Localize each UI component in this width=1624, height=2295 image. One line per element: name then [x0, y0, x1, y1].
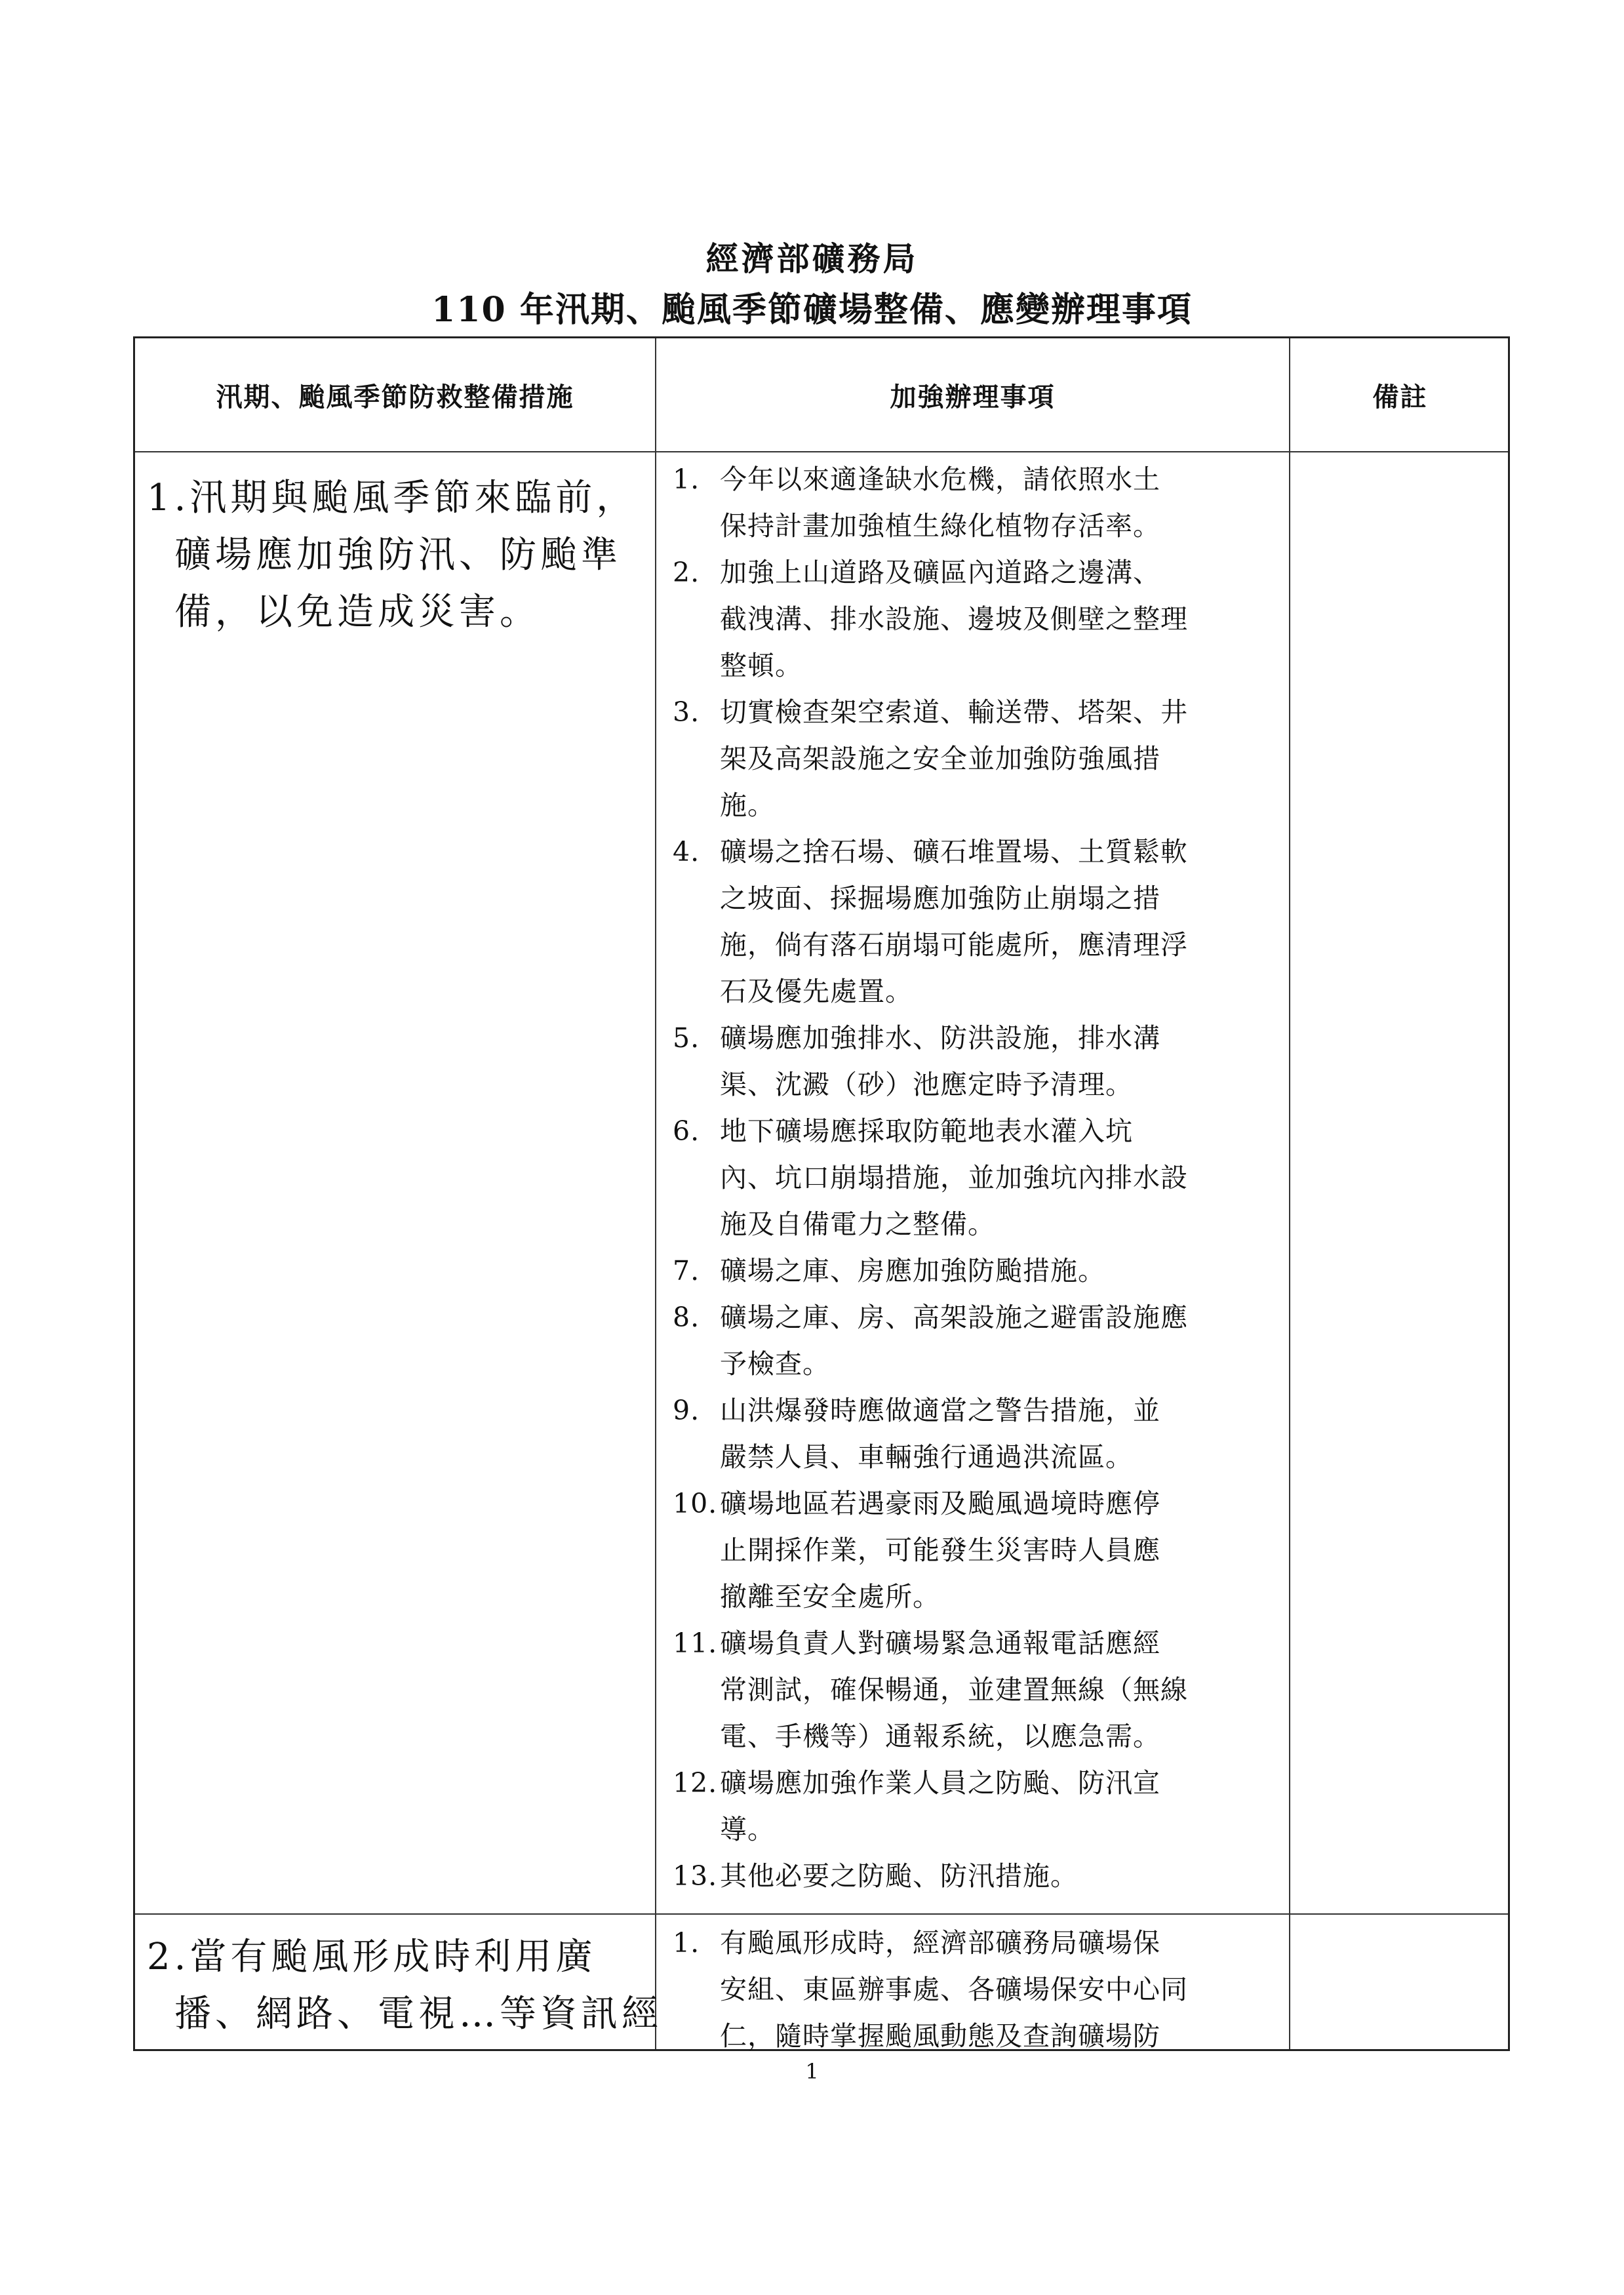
item-line: 保持計畫加強植生綠化植物存活率。: [720, 510, 1160, 542]
item-number: 12.: [673, 1767, 718, 1799]
item-number: 1.: [673, 1927, 700, 1959]
item-line: 山洪爆發時應做適當之警告措施，並: [720, 1395, 1160, 1426]
item-line: 礦場地區若遇豪雨及颱風過境時應停: [720, 1488, 1160, 1519]
item-line: 石及優先處置。: [720, 976, 913, 1007]
measure-line: 1.汛期與颱風季節來臨前，: [147, 477, 637, 519]
action-item: [673, 1760, 1282, 1853]
column-divider: [1289, 338, 1290, 2049]
item-line: 嚴禁人員、車輛強行通過洪流區。: [720, 1441, 1133, 1473]
item-line: 施及自備電力之整備。: [720, 1208, 995, 1240]
item-line: 有颱風形成時，經濟部礦務局礦場保: [720, 1927, 1160, 1959]
item-line: 今年以來適逢缺水危機，請依照水土: [720, 464, 1160, 495]
action-item: [673, 689, 1282, 829]
item-line: 施，倘有落石崩塌可能處所，應清理浮: [720, 929, 1188, 961]
column-header-remarks: 備註: [1372, 381, 1428, 412]
item-number: 4.: [673, 836, 700, 868]
column-header-measures: 汛期、颱風季節防救整備措施: [216, 381, 574, 412]
document-title: 110 年汛期、颱風季節礦場整備、應變辦理事項: [431, 290, 1193, 330]
column-header-actions: 加強辦理事項: [890, 381, 1056, 412]
item-line: 其他必要之防颱、防汛措施。: [720, 1860, 1078, 1892]
item-line: 導。: [720, 1814, 775, 1845]
action-item: [673, 1294, 1282, 1387]
item-number: 11.: [673, 1627, 718, 1659]
item-line: 地下礦場應採取防範地表水灌入坑: [720, 1115, 1133, 1147]
measures-table: [133, 336, 1510, 2051]
item-line: 止開採作業，可能發生災害時人員應: [720, 1534, 1160, 1566]
item-number: 5.: [673, 1022, 700, 1054]
item-number: 13.: [673, 1860, 718, 1892]
action-item: [673, 1853, 1282, 1900]
item-line: 礦場之捨石場、礦石堆置場、土質鬆軟: [720, 836, 1188, 868]
item-line: 切實檢查架空索道、輸送帶、塔架、井: [720, 696, 1188, 728]
action-item: [673, 1481, 1282, 1620]
item-line: 電、手機等）通報系統，以應急需。: [720, 1721, 1160, 1752]
item-number: 3.: [673, 696, 700, 728]
page-number: 1: [805, 2059, 819, 2084]
measure-cell-2: [147, 1928, 662, 2043]
action-items-cell-2: [673, 1920, 1282, 2060]
row-divider: [135, 1913, 1508, 1915]
item-line: 整頓。: [720, 650, 802, 681]
column-divider: [655, 338, 656, 2049]
measure-line: 播、網路、電視…等資訊經: [174, 1993, 662, 2035]
item-line: 撤離至安全處所。: [720, 1581, 940, 1612]
item-number: 7.: [673, 1255, 700, 1287]
item-line: 安組、東區辦事處、各礦場保安中心同: [720, 1974, 1188, 2005]
item-line: 礦場負責人對礦場緊急通報電話應經: [720, 1627, 1160, 1659]
item-number: 10.: [673, 1488, 718, 1519]
item-line: 渠、沈澱（砂）池應定時予清理。: [720, 1069, 1133, 1100]
item-number: 8.: [673, 1302, 700, 1333]
action-item: [673, 1248, 1282, 1294]
action-item: [673, 549, 1282, 689]
item-line: 仁，隨時掌握颱風動態及查詢礦場防: [720, 2020, 1160, 2052]
action-item: [673, 1015, 1282, 1108]
action-item: [673, 1920, 1282, 2060]
item-number: 6.: [673, 1115, 700, 1147]
item-line: 之坡面、採掘場應加強防止崩塌之措: [720, 883, 1160, 914]
item-line: 礦場應加強排水、防洪設施，排水溝: [720, 1022, 1160, 1054]
action-item: [673, 1387, 1282, 1481]
item-number: 1.: [673, 464, 700, 495]
item-line: 常測試，確保暢通，並建置無線（無線: [720, 1674, 1188, 1706]
item-line: 截洩溝、排水設施、邊坡及側壁之整理: [720, 603, 1188, 635]
item-line: 內、坑口崩塌措施，並加強坑內排水設: [720, 1162, 1188, 1193]
action-items-cell-1: [673, 456, 1282, 1900]
action-item: [673, 1620, 1282, 1760]
measure-cell-1: [147, 469, 637, 641]
item-line: 予檢查。: [720, 1348, 830, 1380]
item-line: 礦場之庫、房應加強防颱措施。: [720, 1255, 1105, 1287]
item-line: 施。: [720, 789, 775, 821]
measure-line: 2.當有颱風形成時利用廣: [147, 1936, 597, 1978]
item-line: 礦場之庫、房、高架設施之避雷設施應: [720, 1302, 1188, 1333]
header-row-divider: [135, 451, 1508, 452]
action-item: [673, 456, 1282, 549]
action-item: [673, 1108, 1282, 1248]
item-line: 加強上山道路及礦區內道路之邊溝、: [720, 557, 1160, 588]
item-line: 礦場應加強作業人員之防颱、防汛宣: [720, 1767, 1160, 1799]
measure-line: 礦場應加強防汛、防颱準: [174, 534, 622, 576]
item-number: 9.: [673, 1395, 700, 1426]
measure-line: 備，以免造成災害。: [174, 591, 540, 633]
item-number: 2.: [673, 557, 700, 588]
org-title: 經濟部礦務局: [705, 239, 919, 278]
action-item: [673, 829, 1282, 1015]
item-line: 架及高架設施之安全並加強防強風措: [720, 743, 1160, 774]
